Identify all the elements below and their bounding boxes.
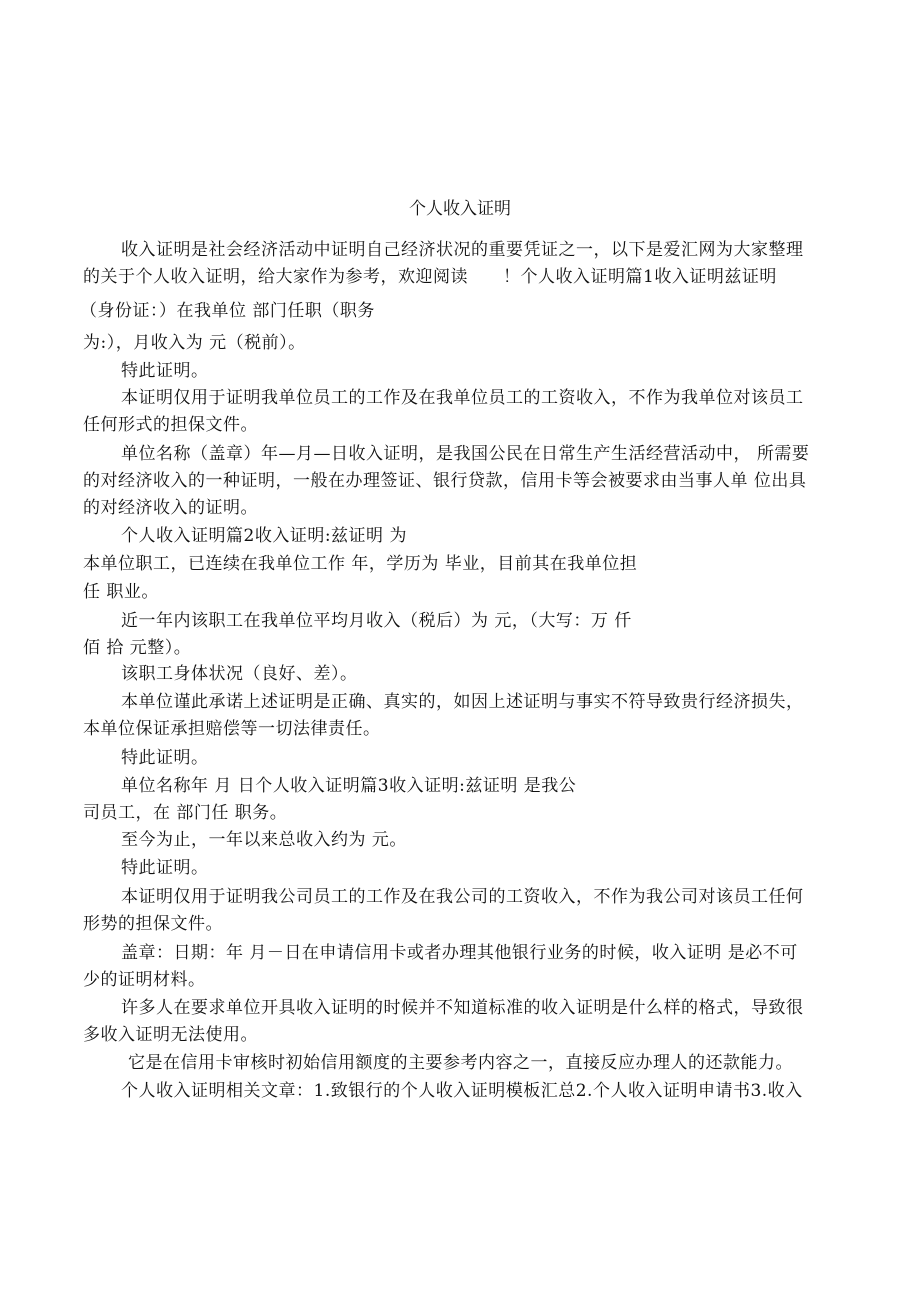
text-line: 它是在信用卡审核时初始信用额度的主要参考内容之一，直接反应办理人的还款能力。 <box>128 1053 793 1073</box>
text-line: 佰 拾 元整）。 <box>83 638 192 658</box>
text-line: 司员工，在 部门任 职务。 <box>83 803 288 823</box>
text-line: 本单位保证承担赔偿等一切法律责任。 <box>83 719 381 739</box>
text-line: 为:），月收入为 元（税前）。 <box>83 333 306 353</box>
text-line: （身份证：）在我单位 部门任职（职务 <box>80 301 375 321</box>
text-line: 盖章：日期：年 月－日在申请信用卡或者办理其他银行业务的时候，收入证明 是必不可 <box>121 943 798 963</box>
text-line: 该职工身体状况（良好、差）。 <box>121 664 358 684</box>
text-line: 少的证明材料。 <box>83 970 206 990</box>
text-line: 多收入证明无法使用。 <box>83 1025 258 1045</box>
text-line: 至今为止，一年以来总收入约为 元。 <box>121 830 407 850</box>
text-line: 单位名称年 月 日个人收入证明篇3收入证明:兹证明 是我公 <box>121 776 577 796</box>
text-line: 收入证明是社会经济活动中证明自己经济状况的重要凭证之一，以下是爱汇网为大家整理 <box>121 240 804 260</box>
text-line: 特此证明。 <box>121 361 209 381</box>
text-line: 特此证明。 <box>121 748 209 768</box>
text-line: 个人收入证明相关文章：1.致银行的个人收入证明模板汇总2.个人收入证明申请书3.收入 <box>121 1081 803 1101</box>
text-line: 近一年内该职工在我单位平均月收入（税后）为 元，（大写：万 仟 <box>121 611 632 631</box>
text-line: 本单位谨此承诺上述证明是正确、真实的，如因上述证明与事实不符导致贵行经济损失， <box>121 692 804 712</box>
text-line: 的对经济收入的一种证明，一般在办理签证、银行贷款，信用卡等会被要求由当事人单 位出具 <box>83 471 807 491</box>
text-line: 形势的担保文件。 <box>83 914 223 934</box>
text-line: 任 职业。 <box>83 582 159 602</box>
text-line: 任何形式的担保文件。 <box>83 415 258 435</box>
text-line: 本单位职工，已连续在我单位工作 年，学历为 毕业，目前其在我单位担 <box>83 554 638 574</box>
text-line: 的对经济收入的证明。 <box>83 498 258 518</box>
text-line: 的关于个人收入证明，给大家作为参考，欢迎阅读 ！个人收入证明篇1收入证明兹证明 <box>83 267 777 287</box>
text-line: 个人收入证明篇2收入证明:兹证明 为 <box>121 526 407 546</box>
document-title: 个人收入证明 <box>409 199 511 219</box>
text-line: 本证明仅用于证明我公司员工的工作及在我公司的工资收入，不作为我公司对该员工任何 <box>121 887 804 907</box>
text-line: 本证明仅用于证明我单位员工的工作及在我单位员工的工资收入，不作为我单位对该员工 <box>121 388 804 408</box>
text-line: 许多人在要求单位开具收入证明的时候并不知道标准的收入证明是什么样的格式，导致很 <box>121 998 804 1018</box>
text-line: 单位名称（盖章）年—月—日收入证明，是我国公民在日常生产生活经营活动中， 所需要 <box>121 444 810 464</box>
text-line: 特此证明。 <box>121 858 209 878</box>
